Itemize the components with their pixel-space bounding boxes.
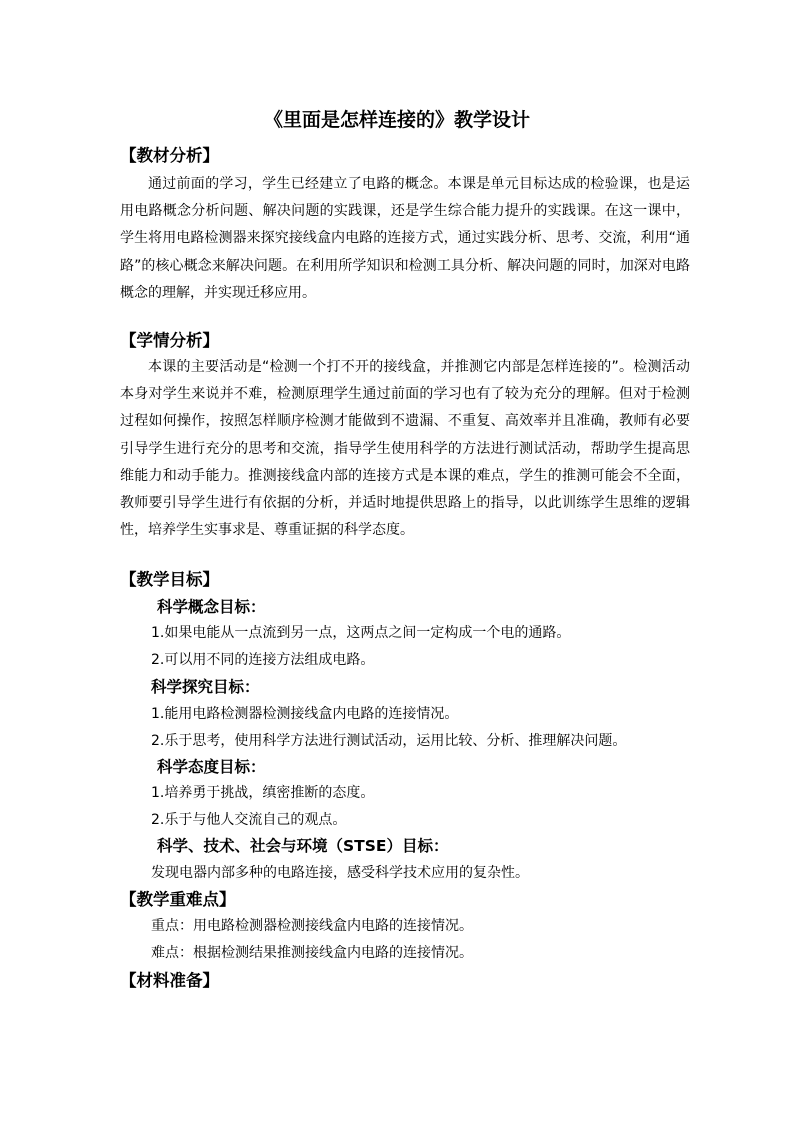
attitude-goal-item: 2.乐于与他人交流自己的观点。 bbox=[151, 812, 347, 828]
key-point-item: 难点：根据检测结果推测接线盒内电路的连接情况。 bbox=[151, 945, 473, 961]
concept-goal-item: 2.可以用不同的连接方法组成电路。 bbox=[151, 652, 375, 668]
section-heading-material-analysis: 【教材分析】 bbox=[120, 146, 219, 165]
attitude-goal-item: 1.培养勇于挑战，缜密推断的态度。 bbox=[151, 785, 375, 801]
section-heading-student-analysis: 【学情分析】 bbox=[120, 331, 219, 350]
section-heading-teaching-goals: 【教学目标】 bbox=[120, 570, 219, 589]
section-heading-key-points: 【教学重难点】 bbox=[120, 890, 236, 909]
subheading-concept-goals: 科学概念目标： bbox=[157, 598, 266, 616]
document-title: 《里面是怎样连接的》教学设计 bbox=[263, 109, 530, 131]
inquiry-goal-item: 1.能用电路检测器检测接线盒内电路的连接情况。 bbox=[151, 706, 459, 722]
student-analysis-paragraph: 本课的主要活动是“检测一个打不开的接线盒，并推测它内部是怎样连接的”。检测活动本身对学生来说并不难，检测原理学生通过前面的学习也有了较为充分的理解。但对于检测过程如何操作，按照怎样顺序检测才能做到不遗漏、不重复、高效率并且准确，教师有必要引导学生进行充分的思考和交流，指导学生使用科学的方法进行测试活动，帮助学生提高思维能力和动手能力。推测接线盒内部的连接方式是本课的难点，学生的推测可能会不全面，教师要引导学生进行有依据的分析，并适时地提供思路上的指导，以此训练学生思维的逻辑性，培养学生实事求是、尊重证据的科学态度。 bbox=[120, 359, 690, 539]
subheading-inquiry-goals: 科学探究目标： bbox=[151, 678, 260, 696]
material-analysis-paragraph: 通过前面的学习，学生已经建立了电路的概念。本课是单元目标达成的检验课，也是运用电路概念分析问题、解决问题的实践课，还是学生综合能力提升的实践课。在这一课中，学生将用电路检测器来探究接线盒内电路的连接方式，通过实践分析、思考、交流，利用“通路”的核心概念来解决问题。在利用所学知识和检测工具分析、解决问题的同时，加深对电路概念的理解，并实现迁移应用。 bbox=[120, 176, 690, 301]
section-heading-materials: 【材料准备】 bbox=[120, 971, 219, 990]
subheading-attitude-goals: 科学态度目标： bbox=[157, 758, 266, 776]
key-point-item: 重点：用电路检测器检测接线盒内电路的连接情况。 bbox=[151, 918, 473, 934]
concept-goal-item: 1.如果电能从一点流到另一点，这两点之间一定构成一个电的通路。 bbox=[151, 625, 571, 641]
stse-goal-item: 发现电器内部多种的电路连接，感受科学技术应用的复杂性。 bbox=[151, 865, 529, 881]
subheading-stse-goals: 科学、技术、社会与环境（STSE）目标： bbox=[157, 837, 449, 855]
inquiry-goal-item: 2.乐于思考，使用科学方法进行测试活动，运用比较、分析、推理解决问题。 bbox=[151, 733, 627, 749]
